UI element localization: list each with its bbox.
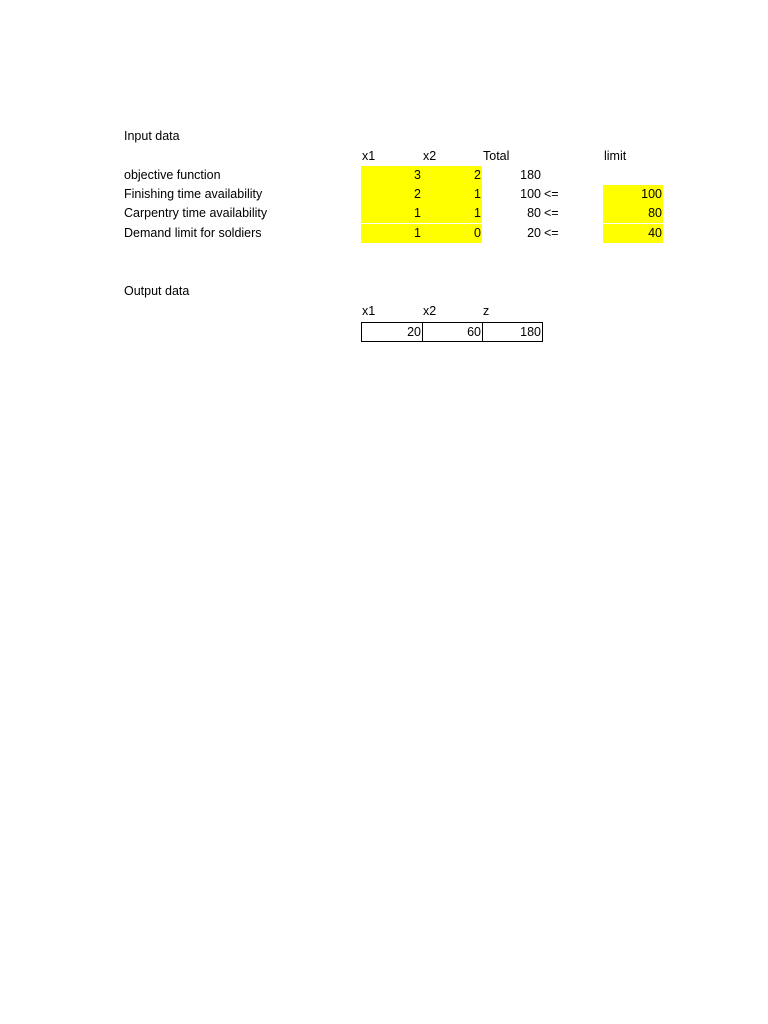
- input-data-title: Input data: [124, 129, 180, 143]
- total-cell: 20: [527, 226, 541, 240]
- limit-cell[interactable]: 100: [603, 185, 663, 204]
- header-x1: x1: [362, 149, 376, 163]
- output-header-x2: x2: [423, 304, 437, 318]
- coef-x2-cell[interactable]: 0: [422, 224, 482, 243]
- relation-cell: <=: [544, 226, 559, 240]
- coef-x2-cell[interactable]: 1: [422, 185, 482, 204]
- output-x2-cell[interactable]: 60: [422, 322, 483, 342]
- row-label: Carpentry time availability: [124, 206, 268, 220]
- coef-x1-cell[interactable]: 1: [361, 204, 422, 223]
- row-label: Finishing time availability: [124, 187, 263, 201]
- limit-cell[interactable]: 80: [603, 204, 663, 223]
- row-label: Demand limit for soldiers: [124, 226, 262, 240]
- output-header-z: z: [483, 304, 490, 318]
- coef-x1-cell[interactable]: 2: [361, 185, 422, 204]
- coef-x2-cell[interactable]: 2: [422, 166, 482, 185]
- relation-cell: <=: [544, 187, 559, 201]
- coef-x1-cell[interactable]: 3: [361, 166, 422, 185]
- total-cell: 80: [527, 206, 541, 220]
- relation-cell: <=: [544, 206, 559, 220]
- row-label: objective function: [124, 168, 221, 182]
- header-x2: x2: [423, 149, 437, 163]
- output-z-cell[interactable]: 180: [482, 322, 543, 342]
- header-limit: limit: [604, 149, 627, 163]
- coef-x2-cell[interactable]: 1: [422, 204, 482, 223]
- output-data-title: Output data: [124, 284, 190, 298]
- output-x1-cell[interactable]: 20: [361, 322, 423, 342]
- total-cell: 180: [520, 168, 541, 182]
- header-total: Total: [483, 149, 510, 163]
- coef-x1-cell[interactable]: 1: [361, 224, 422, 243]
- total-cell: 100: [520, 187, 541, 201]
- output-header-x1: x1: [362, 304, 376, 318]
- limit-cell[interactable]: 40: [603, 224, 663, 243]
